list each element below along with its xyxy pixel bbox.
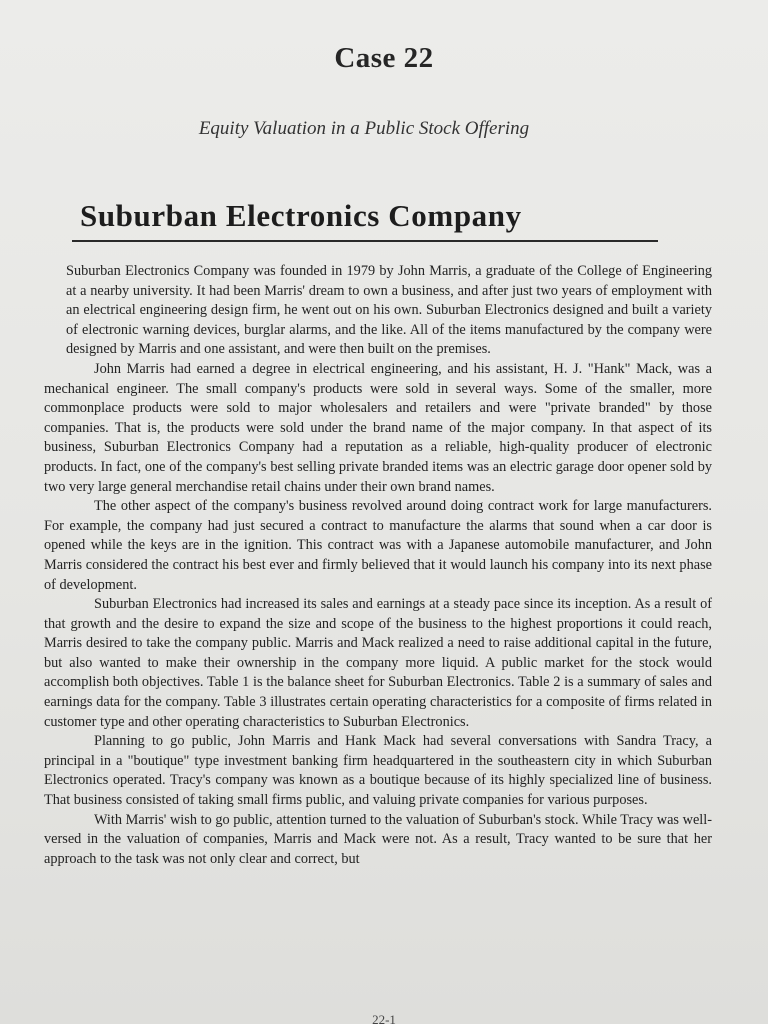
title-underline [72, 240, 658, 242]
paragraph-4: Suburban Electronics had increased its sales and earnings at a steady pace since its inception. As a result of that growth and the desire to expand the size and scope of the business to the highest proportions it could reach, Marris desired to take the company public. Marris and Mack realized a need to raise additional capital in the future, but also wanted to make their ownership in the company more liquid. A public market for the stock would accomplish both objectives. Table 1 is the balance sheet for Suburban Electronics. Table 2 is a summary of sales and earnings data for the company. Table 3 illustrates certain operating characteristics for a composite of firms related in customer type and other operating characteristics to Suburban Electronics. [44, 596, 712, 730]
page-number: 22-1 [372, 1012, 396, 1024]
paragraph-5: Planning to go public, John Marris and Hank Mack had several conversations with Sandra Tracy, a principal in a "boutique" type investment banking firm headquartered in the southeastern city in which Suburban Electronics operated. Tracy's company was known as a boutique because of its highly specialized line of business. That business consisted of taking small firms public, and valuing private companies for various purposes. [44, 733, 712, 809]
paragraph-3: The other aspect of the company's business revolved around doing contract work for large manufacturers. For example, the company had just secured a contract to manufacture the alarms that sound when a car door is opened while the keys are in the ignition. This contract was with a Japanese automobile manufacturer, and John Marris considered the contract his best ever and firmly believed that it would launch his company into its next phase of development. [44, 498, 712, 593]
body-text [44, 262, 712, 1012]
company-title: Suburban Electronics Company [80, 198, 522, 233]
paragraph-6: With Marris' wish to go public, attention turned to the valuation of Suburban's stock. While Tracy was well-versed in the valuation of companies, Marris and Mack were not. As a result, Tracy wanted to be sure that her approach to the task was not only clear and correct, but [44, 811, 712, 867]
paragraph-2: John Marris had earned a degree in electrical engineering, and his assistant, H. J. "Hank" Mack, was a mechanical engineer. The small company's products were sold in several ways. Some of the smaller, more commonplace products were sold to major wholesalers and retailers and were "private branded" by those companies. That is, the products were sold under the brand name of the major company. In that aspect of its business, Suburban Electronics Company had a reputation as a reliable, high-quality producer of electronic products. In fact, one of the company's best selling private branded items was an electric garage door opener sold by two very large general merchandise retail chains under their own brand names. [44, 360, 712, 495]
case-subtitle: Equity Valuation in a Public Stock Offering [198, 118, 530, 139]
case-number-heading: Case 22 [334, 42, 434, 74]
paragraph-1: Suburban Electronics Company was founded in 1979 by John Marris, a graduate of the College of Engineering at a nearby university. It had been Marris' dream to own a business, and after just two years of employment with an electrical engineering design firm, he went out on his own. Suburban Electronics designed and built a variety of electronic warning devices, burglar alarms, and the like. All of the items manufactured by the company were designed by Marris and one assistant, and were then built on the premises. [66, 263, 712, 358]
